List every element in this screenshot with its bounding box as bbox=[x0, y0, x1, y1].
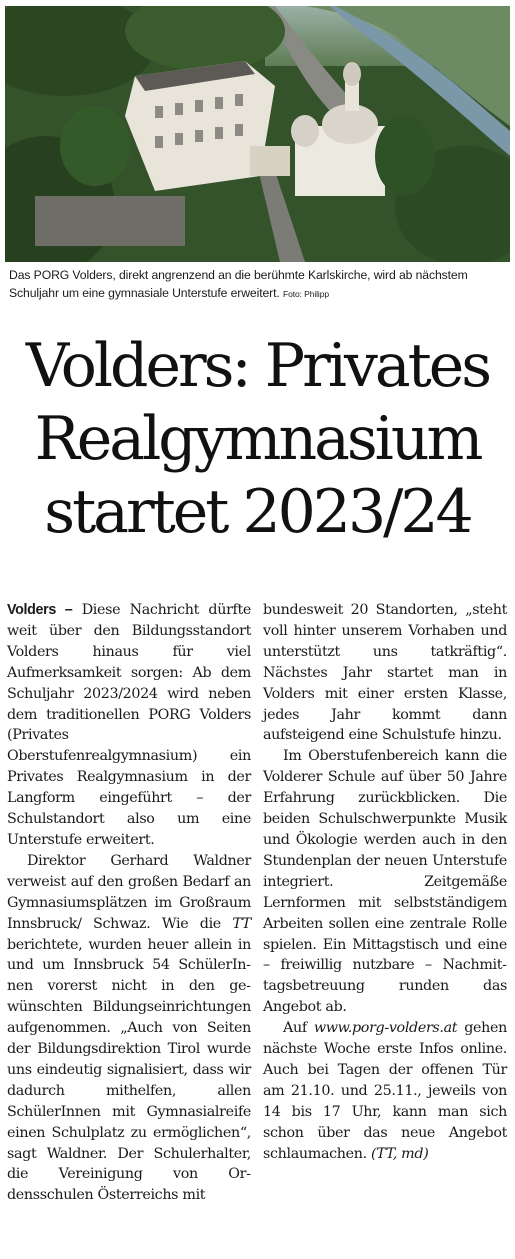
paragraph-1-text: Diese Nachricht dürfte weit über den Bildungsstandort Volders hinaus für viel Aufmerksamkeit sorgen: Ab dem Schuljahr 2023/2024 wird neben dem traditionellen PORG Volders (Privates Oberstufenrealgymnasium) ein Privates Realgymnasium in der Langform eingeführt – der Schulstandort also um eine Unterstufe erweitert. bbox=[7, 602, 251, 848]
headline-line-3: startet 2023/24 bbox=[44, 477, 471, 547]
paragraph-1 bbox=[7, 600, 251, 851]
paragraph-4-text-a: Auf bbox=[283, 1020, 307, 1037]
article-column-right bbox=[263, 600, 507, 1164]
paragraph-2-text-b: berichtete, wurden heuer allein in und um Innsbruck 54 SchülerInnen vorerst nicht in den gewünschten Bildungseinrichtungen aufgenommen. „Auch von Seiten der Bildungsdirektion Tirol wurde uns eindeutig signalisiert, dass wir dadurch mithelfen, allen SchülerInnen mit Gymnasialreife einen Schulplatz zu ermöglichen“, sagt Waldner. Der Schulerhalter, die Vereinigung von Ordensschulen Österreichs mit bbox=[7, 936, 251, 1204]
paragraph-2 bbox=[7, 851, 251, 1206]
paragraph-2-text-a: Direktor Gerhard Waldner verweist auf den großen Bedarf an Gymnasiumsplätzen im Großraum Innsbruck/ Schwaz. Wie die bbox=[7, 852, 251, 932]
tt-reference: TT bbox=[232, 915, 251, 932]
photo-caption bbox=[9, 266, 509, 303]
author-signature: (TT, md) bbox=[371, 1145, 429, 1162]
website-link[interactable]: www.porg-volders.at bbox=[313, 1020, 458, 1037]
dateline: Volders – bbox=[7, 602, 73, 618]
paragraph-4-text-b: gehen nächste Woche erste Infos online. Auch bei Tagen der offenen Tür am 21.10. und 25.11., jeweils von 14 bis 17 Uhr, kann man sich schon über das neue Angebot schlaumachen. bbox=[263, 1020, 507, 1162]
photo-credit: Foto: Philipp bbox=[283, 289, 329, 299]
headline bbox=[0, 330, 515, 549]
article-photo bbox=[5, 6, 510, 262]
caption-text: Das PORG Volders, direkt angrenzend an die berühmte Karlskirche, wird ab nächstem Schuljahr um eine gymnasiale Unterstufe erweitert. bbox=[9, 268, 468, 300]
paragraph-3: Im Oberstufenbereich kann die Volderer Schule auf über 50 Jahre Erfahrung zurückblicken. Die beiden Schulschwerpunkte Musik und Ökologie werden auch in den Stundenplan der neuen Unterstufe integriert. Zeitgemäße Lernformen mit selbstständigem Arbeiten sollen eine zentrale Rolle spielen. Ein Mittagstisch und eine – freiwillig nutzbare – Nachmittagsbetreuung runden das Angebot ab. bbox=[263, 748, 507, 1016]
headline-line-2: Realgymnasium bbox=[34, 404, 481, 474]
paragraph-4 bbox=[263, 1018, 507, 1164]
article-column-left bbox=[7, 600, 251, 1206]
paragraph-2-continued: bundesweit 20 Standorten, „steht voll hinter unserem Vorhaben und unterstützt uns tatkräftig“. Nächstes Jahr startet man in Volders mit einer ersten Klasse, jedes Jahr kommt dann aufsteigend eine Schulstufe hinzu. bbox=[263, 602, 507, 744]
headline-line-1: Volders: Privates bbox=[25, 331, 490, 401]
aerial-photo-school-church bbox=[5, 6, 510, 262]
